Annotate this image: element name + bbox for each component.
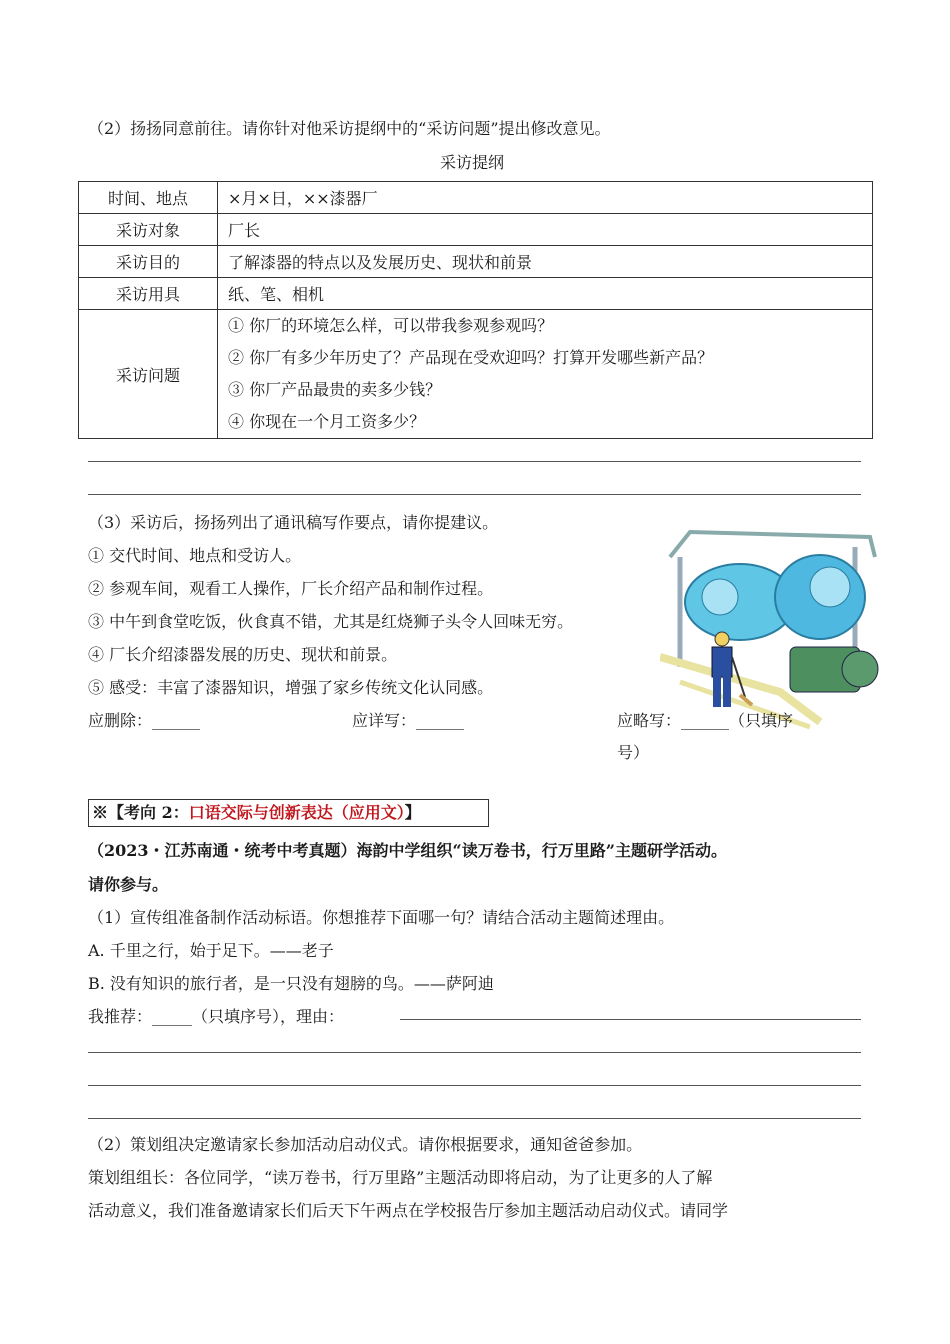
row-value: 纸、笔、相机 xyxy=(218,278,873,310)
questions-cell xyxy=(218,310,873,439)
row-value: ×月×日，××漆器厂 xyxy=(218,182,873,214)
sub-question-2: （2）策划组决定邀请家长参加活动启动仪式。请你根据要求，通知爸爸参加。 xyxy=(88,1135,643,1154)
planning-paragraph-cont: 活动意义，我们准备邀请家长们后天下午两点在学校报告厅参加主题活动启动仪式。请同学 xyxy=(88,1201,729,1220)
row-label: 时间、地点 xyxy=(79,182,218,214)
table-row xyxy=(79,310,873,439)
question-stem-cont: 请你参与。 xyxy=(88,875,169,894)
table-row xyxy=(79,278,873,310)
point-item: ① 交代时间、地点和受访人。 xyxy=(88,546,302,565)
answer-line[interactable] xyxy=(88,494,861,495)
row-label: 采访目的 xyxy=(79,246,218,278)
sub-question-1: （1）宣传组准备制作活动标语。你想推荐下面哪一句？请结合活动主题简述理由。 xyxy=(88,908,675,927)
table-row xyxy=(79,214,873,246)
point-item: ② 参观车间，观看工人操作，厂长介绍产品和制作过程。 xyxy=(88,579,494,598)
answer-line[interactable] xyxy=(88,461,861,462)
section-marker: ※【考向 2： xyxy=(92,803,189,822)
question-item: ④ 你现在一个月工资多少？ xyxy=(228,412,426,431)
part3-prompt: （3）采访后，扬扬列出了通讯稿写作要点，请你提建议。 xyxy=(88,513,499,532)
option-a: A. 千里之行，始于足下。——老子 xyxy=(88,941,334,960)
question-item: ② 你厂有多少年历史了？产品现在受欢迎吗？打算开发哪些新产品？ xyxy=(228,348,714,367)
point-item: ③ 中午到食堂吃饭，伙食真不错，尤其是红烧狮子头令人回味无穷。 xyxy=(88,612,574,631)
interview-outline-table xyxy=(78,181,873,439)
answer-line[interactable] xyxy=(88,1052,861,1053)
option-b: B. 没有知识的旅行者，是一只没有翅膀的鸟。——萨阿迪 xyxy=(88,974,494,993)
brief-answer[interactable]: 应略写：______（只填序 xyxy=(617,711,794,730)
delete-answer[interactable]: 应删除：______ xyxy=(88,711,201,730)
answer-line[interactable] xyxy=(88,1085,861,1086)
section-title: 口语交际与创新表达（应用文） xyxy=(188,803,405,822)
row-value: 厂长 xyxy=(218,214,873,246)
question-item: ① 你厂的环境怎么样，可以带我参观参观吗？ xyxy=(228,316,554,335)
row-label: 采访对象 xyxy=(79,214,218,246)
question-item: ③ 你厂产品最贵的卖多少钱？ xyxy=(228,380,442,399)
section-close: 】 xyxy=(404,803,421,822)
planning-paragraph: 策划组组长：各位同学，“读万卷书，行万里路”主题活动即将启动，为了让更多的人了解 xyxy=(88,1168,713,1187)
answer-line[interactable] xyxy=(88,1118,861,1119)
question-stem: （2023・江苏南通・统考中考真题）海韵中学组织“读万卷书，行万里路”主题研学活动。 xyxy=(88,841,727,860)
table-row xyxy=(79,246,873,278)
recommend-line[interactable]: 我推荐：_____（只填序号），理由： xyxy=(88,1007,345,1026)
reason-line[interactable] xyxy=(400,1019,861,1020)
brief-answer-cont: 号） xyxy=(617,743,650,762)
point-item: ④ 厂长介绍漆器发展的历史、现状和前景。 xyxy=(88,645,398,664)
table-row xyxy=(79,182,873,214)
section-header xyxy=(88,799,489,827)
questions-label: 采访问题 xyxy=(79,310,218,439)
table-title: 采访提纲 xyxy=(440,153,505,172)
detail-answer[interactable]: 应详写：______ xyxy=(352,711,465,730)
row-label: 采访用具 xyxy=(79,278,218,310)
point-item: ⑤ 感受：丰富了漆器知识，增强了家乡传统文化认同感。 xyxy=(88,678,494,697)
row-value: 了解漆器的特点以及发展历史、现状和前景 xyxy=(218,246,873,278)
part2-prompt: （2）扬扬同意前往。请你针对他采访提纲中的“采访问题”提出修改意见。 xyxy=(88,119,611,138)
factory-worker-machine-illustration-icon xyxy=(660,517,886,729)
